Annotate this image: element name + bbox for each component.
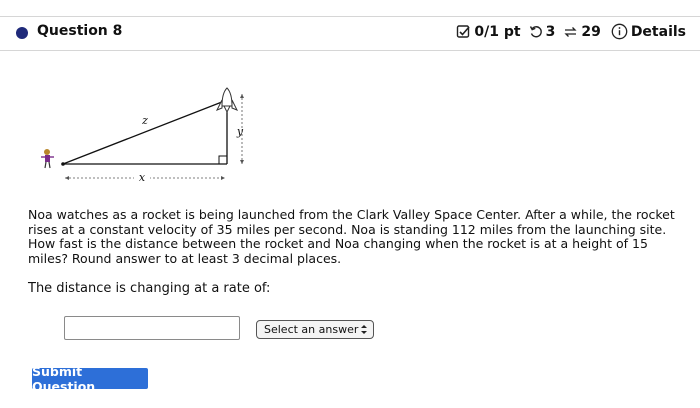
- info-icon: [611, 23, 628, 40]
- right-angle-marker: [219, 156, 227, 164]
- unit-select[interactable]: [256, 320, 374, 339]
- checkbox-icon: [456, 24, 471, 39]
- attempts-count: 29: [581, 23, 601, 40]
- score-indicator: [456, 24, 520, 40]
- retries-indicator: [529, 24, 556, 40]
- label-z: z: [142, 114, 148, 127]
- question-header: [0, 16, 700, 50]
- details-button[interactable]: [611, 23, 686, 40]
- answer-prompt: The distance is changing at a rate of:: [28, 281, 271, 296]
- label-y: y: [236, 125, 244, 138]
- retry-icon: [529, 25, 543, 39]
- question-status-dot: [16, 27, 28, 39]
- question-title: Question 8: [37, 23, 123, 39]
- rocket-icon: [217, 88, 237, 112]
- details-label: Details: [630, 23, 686, 40]
- score-text: 0/1 pt: [474, 23, 521, 40]
- attempts-icon: [563, 25, 578, 39]
- rocket-triangle-diagram: [30, 82, 260, 192]
- answer-input[interactable]: [64, 316, 240, 340]
- select-arrows-icon: [360, 324, 368, 335]
- problem-statement: Noa watches as a rocket is being launched from the Clark Valley Space Center. After a while, the rocket rises at a constant velocity of 35 miles per second. Noa is standing 112 miles from the launching site. How fast is the distance between the rocket and Noa changing when the rocket is at a height of 15 miles? Round answer to at least 3 decimal places.: [28, 207, 675, 266]
- hypotenuse-z: [63, 100, 227, 164]
- retries-count: 3: [545, 23, 556, 40]
- header-divider: [0, 50, 700, 51]
- person-icon: [41, 149, 54, 168]
- submit-question-button[interactable]: Submit Question: [32, 368, 148, 389]
- question-meta: [448, 23, 686, 40]
- unit-select-label: Select an answer: [264, 323, 359, 336]
- attempts-indicator: [563, 24, 600, 40]
- label-x: x: [138, 171, 146, 184]
